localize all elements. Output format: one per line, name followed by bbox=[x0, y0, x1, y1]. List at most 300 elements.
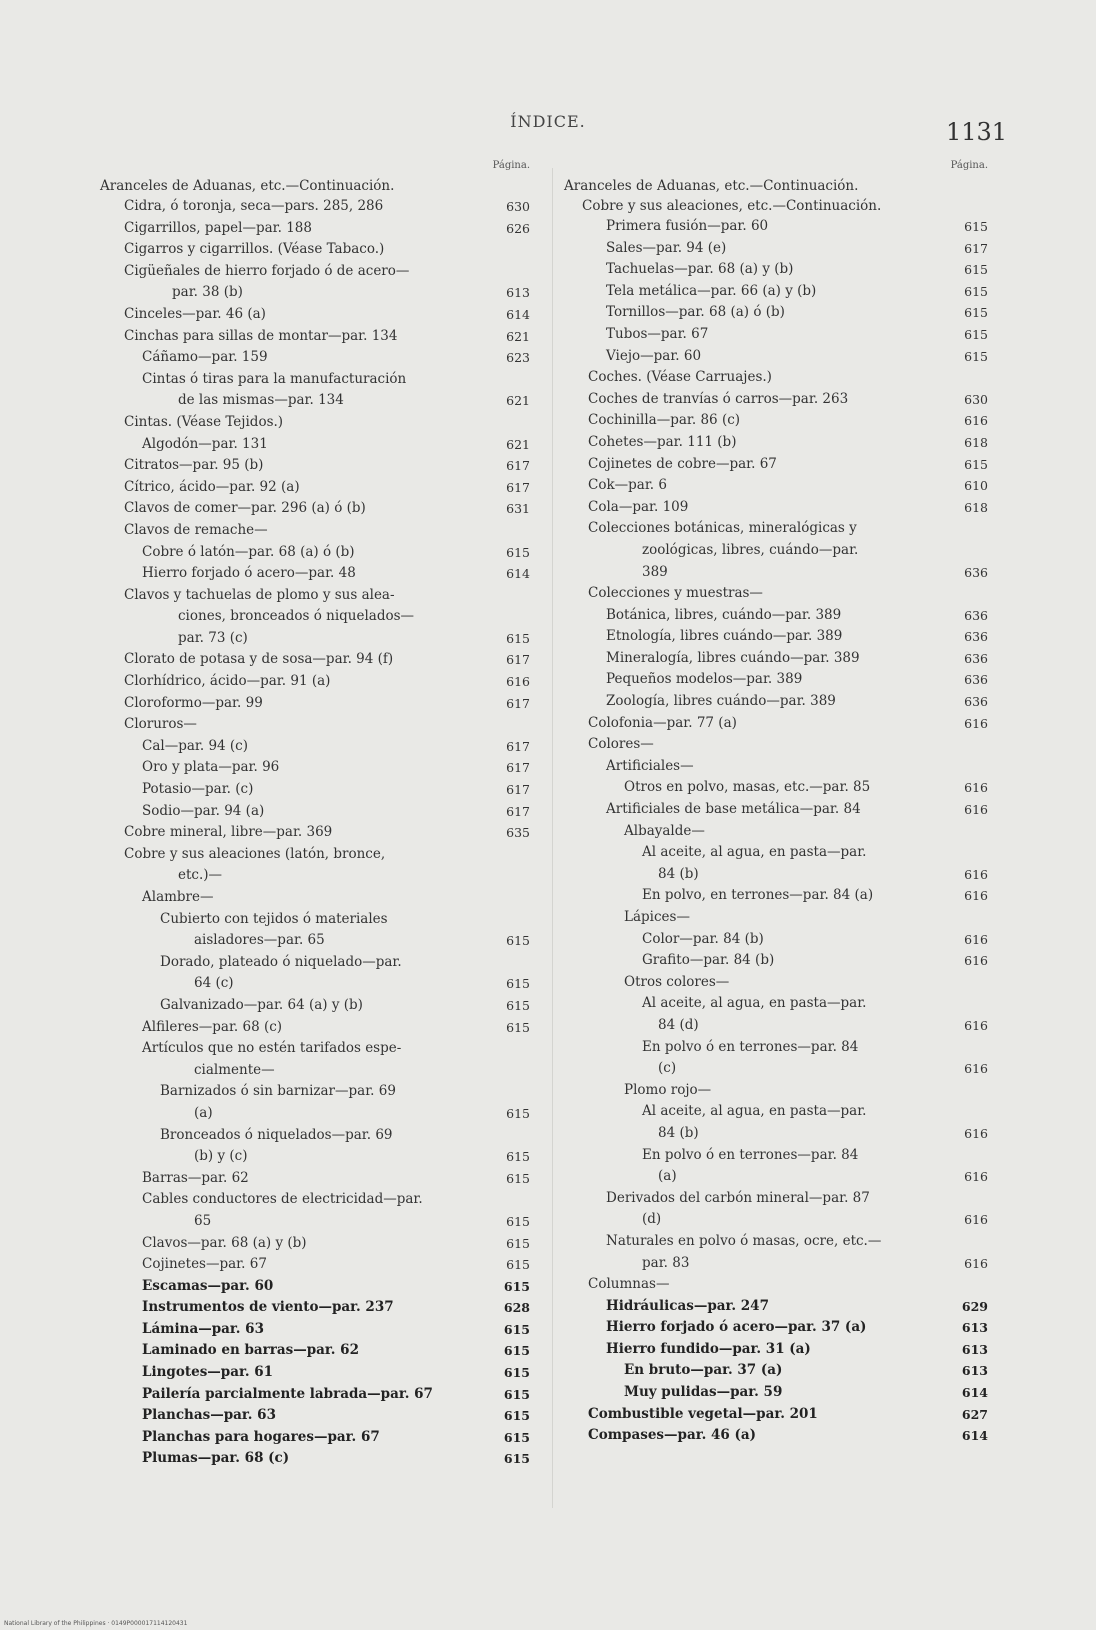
entry-text: Cobre mineral, libre—par. 369 bbox=[124, 824, 333, 841]
entry-text: (b) y (c) bbox=[194, 1148, 248, 1165]
index-entry bbox=[112, 477, 530, 499]
entry-text: Cigarrillos, papel—par. 188 bbox=[124, 219, 312, 236]
entry-text: 389 bbox=[642, 563, 668, 580]
entry-page: 616 bbox=[964, 1255, 988, 1271]
index-entry bbox=[576, 626, 988, 648]
index-entry bbox=[576, 1404, 988, 1426]
index-entry bbox=[576, 1145, 988, 1167]
index-entry bbox=[112, 1168, 530, 1190]
entry-text: Artificiales— bbox=[606, 757, 694, 774]
continuation-heading: Aranceles de Aduanas, etc.—Continuación. bbox=[564, 178, 859, 194]
entry-text: En polvo ó en terrones—par. 84 bbox=[642, 1038, 859, 1055]
entry-text: Planchas para hogares—par. 67 bbox=[142, 1428, 380, 1445]
entry-page: 616 bbox=[964, 715, 988, 731]
entry-text: Cáñamo—par. 159 bbox=[142, 349, 268, 366]
entry-page: 614 bbox=[961, 1385, 988, 1401]
index-entry bbox=[576, 1317, 988, 1339]
index-entry bbox=[576, 691, 988, 713]
index-entry bbox=[576, 864, 988, 886]
index-entry bbox=[576, 1274, 988, 1296]
entry-text: Pailería parcialmente labrada—par. 67 bbox=[142, 1385, 433, 1402]
index-entry bbox=[112, 628, 530, 650]
index-entry bbox=[112, 498, 530, 520]
page-number: 1131 bbox=[946, 118, 1008, 146]
entry-page: 616 bbox=[964, 780, 988, 796]
entry-text: Cidra, ó toronja, seca—pars. 285, 286 bbox=[124, 198, 384, 214]
entry-text: Naturales en polvo ó masas, ocre, etc.— bbox=[606, 1232, 882, 1249]
entry-page: 615 bbox=[503, 1408, 530, 1424]
index-entry bbox=[112, 606, 530, 628]
entry-text: par. 73 (c) bbox=[178, 629, 248, 646]
index-entry bbox=[576, 259, 988, 281]
entry-page: 614 bbox=[961, 1428, 988, 1444]
entry-page: 615 bbox=[503, 1321, 530, 1337]
index-entry bbox=[576, 583, 988, 605]
entry-text: (d) bbox=[642, 1211, 662, 1228]
index-entry bbox=[576, 885, 988, 907]
index-entry bbox=[576, 518, 988, 540]
index-entry bbox=[576, 238, 988, 260]
entry-text: Artificiales de base metálica—par. 84 bbox=[606, 801, 861, 818]
index-entry bbox=[112, 693, 530, 715]
entry-page: 636 bbox=[964, 672, 988, 688]
entry-text: Sales—par. 94 (e) bbox=[606, 239, 727, 256]
entry-text: Cítrico, ácido—par. 92 (a) bbox=[124, 478, 300, 495]
entry-page: 615 bbox=[506, 1257, 530, 1273]
index-entry bbox=[112, 1103, 530, 1125]
entry-page: 615 bbox=[506, 1019, 530, 1035]
index-entry bbox=[112, 542, 530, 564]
index-entry bbox=[112, 455, 530, 477]
entry-text: Botánica, libres, cuándo—par. 389 bbox=[606, 606, 842, 623]
entry-page: 615 bbox=[964, 219, 988, 234]
entry-page: 617 bbox=[506, 760, 530, 776]
page-column-label: Página. bbox=[950, 160, 988, 171]
index-entry bbox=[112, 1384, 530, 1406]
entry-page: 616 bbox=[506, 674, 530, 690]
entry-text: par. 38 (b) bbox=[172, 284, 243, 301]
entry-page: 615 bbox=[506, 544, 530, 560]
entry-page: 614 bbox=[506, 566, 530, 582]
entry-page: 621 bbox=[506, 393, 530, 409]
entry-text: Alfileres—par. 68 (c) bbox=[142, 1018, 283, 1035]
entry-page: 627 bbox=[961, 1406, 988, 1422]
index-entry bbox=[112, 801, 530, 823]
entry-text: Clavos de remache— bbox=[124, 521, 268, 538]
entry-text: Colecciones botánicas, mineralógicas y bbox=[588, 520, 857, 537]
entry-page: 617 bbox=[964, 240, 988, 256]
index-entry bbox=[112, 304, 530, 326]
index-entry bbox=[112, 412, 530, 434]
index-entry bbox=[112, 520, 530, 542]
entry-text: cialmente— bbox=[194, 1061, 275, 1078]
entry-page: 617 bbox=[506, 738, 530, 754]
index-entry bbox=[112, 1319, 530, 1341]
entry-text: 84 (d) bbox=[658, 1016, 699, 1033]
entry-text: Tachuelas—par. 68 (a) y (b) bbox=[606, 261, 794, 278]
entry-text: Columnas— bbox=[588, 1276, 670, 1293]
index-entry bbox=[576, 842, 988, 864]
entry-text: Al aceite, al agua, en pasta—par. bbox=[642, 844, 867, 861]
index-entry bbox=[576, 475, 988, 497]
entry-page: 631 bbox=[506, 501, 530, 517]
index-entry bbox=[576, 821, 988, 843]
index-entry bbox=[576, 1188, 988, 1210]
entry-page: 615 bbox=[506, 1149, 530, 1165]
entry-page: 615 bbox=[506, 933, 530, 949]
index-entry bbox=[112, 952, 530, 974]
entry-text: Derivados del carbón mineral—par. 87 bbox=[606, 1189, 870, 1206]
index-entry bbox=[112, 1427, 530, 1449]
index-entry bbox=[112, 585, 530, 607]
entry-text: En bruto—par. 37 (a) bbox=[624, 1362, 783, 1379]
entry-text: Al aceite, al agua, en pasta—par. bbox=[642, 1103, 867, 1120]
entry-page: 615 bbox=[506, 1105, 530, 1121]
index-entry bbox=[112, 757, 530, 779]
index-entry bbox=[576, 907, 988, 929]
entry-page: 616 bbox=[964, 1169, 988, 1185]
index-entry bbox=[112, 1060, 530, 1082]
index-entry bbox=[576, 929, 988, 951]
index-entry bbox=[112, 649, 530, 671]
entry-page: 610 bbox=[964, 478, 988, 494]
index-entry bbox=[576, 1058, 988, 1080]
entry-page: 615 bbox=[506, 1235, 530, 1251]
index-entry bbox=[576, 993, 988, 1015]
index-entry bbox=[576, 950, 988, 972]
entry-text: Cal—par. 94 (c) bbox=[142, 737, 249, 754]
entry-text: En polvo ó en terrones—par. 84 bbox=[642, 1146, 859, 1163]
entry-page: 621 bbox=[506, 436, 530, 452]
index-entry bbox=[112, 390, 530, 412]
index-entry bbox=[112, 865, 530, 887]
page-title: ÍNDICE. bbox=[510, 112, 586, 131]
index-entry bbox=[112, 326, 530, 348]
index-entry bbox=[576, 1037, 988, 1059]
entry-text: Planchas—par. 63 bbox=[142, 1407, 276, 1424]
entry-page: 615 bbox=[506, 630, 530, 646]
index-entry bbox=[576, 410, 988, 432]
entry-text: 65 bbox=[194, 1212, 212, 1229]
index-entry bbox=[576, 454, 988, 476]
entry-page: 615 bbox=[506, 997, 530, 1013]
entry-page: 629 bbox=[961, 1298, 988, 1314]
entry-page: 636 bbox=[964, 694, 988, 710]
index-entry bbox=[576, 713, 988, 735]
entry-text: Hierro forjado ó acero—par. 48 bbox=[142, 565, 356, 582]
entry-text: Barras—par. 62 bbox=[142, 1169, 249, 1186]
index-entry bbox=[112, 930, 530, 952]
entry-text: Lápices— bbox=[624, 909, 690, 925]
entry-page: 636 bbox=[964, 650, 988, 666]
entry-text: Pequeños modelos—par. 389 bbox=[606, 671, 803, 688]
entry-page: 617 bbox=[506, 782, 530, 798]
entry-page: 617 bbox=[506, 458, 530, 474]
index-column-left bbox=[100, 160, 530, 1470]
entry-text: Coches. (Véase Carruajes.) bbox=[588, 369, 772, 386]
entry-page: 636 bbox=[964, 564, 988, 580]
index-entry bbox=[112, 671, 530, 693]
entry-page: 615 bbox=[964, 305, 988, 321]
index-entry bbox=[112, 1276, 530, 1298]
entry-page: 615 bbox=[964, 262, 988, 278]
index-entry bbox=[576, 605, 988, 627]
entry-text: Citratos—par. 95 (b) bbox=[124, 457, 264, 474]
entry-text: Clorhídrico, ácido—par. 91 (a) bbox=[124, 673, 331, 690]
index-entry bbox=[576, 302, 988, 324]
index-entry bbox=[576, 562, 988, 584]
entry-text: de las mismas—par. 134 bbox=[178, 392, 344, 409]
entry-text: Lingotes—par. 61 bbox=[142, 1364, 274, 1381]
entry-page: 615 bbox=[964, 456, 988, 472]
entry-text: ciones, bronceados ó niquelados— bbox=[178, 608, 415, 625]
entry-page: 636 bbox=[964, 629, 988, 645]
entry-page: 617 bbox=[506, 479, 530, 495]
index-entry bbox=[112, 1362, 530, 1384]
entry-text: Barnizados ó sin barnizar—par. 69 bbox=[160, 1083, 396, 1100]
entry-page: 615 bbox=[503, 1429, 530, 1445]
index-entry bbox=[576, 1231, 988, 1253]
entry-text: Cigüeñales de hierro forjado ó de acero— bbox=[124, 262, 410, 279]
index-entry bbox=[576, 432, 988, 454]
index-column-right bbox=[564, 160, 988, 1447]
entry-page: 614 bbox=[506, 306, 530, 322]
index-entry bbox=[576, 1101, 988, 1123]
entry-text: Cohetes—par. 111 (b) bbox=[588, 433, 737, 450]
entry-page: 613 bbox=[506, 285, 530, 301]
entry-page: 630 bbox=[506, 199, 530, 214]
index-entry bbox=[112, 822, 530, 844]
entry-text: Primera fusión—par. 60 bbox=[606, 218, 769, 234]
entry-page: 616 bbox=[964, 953, 988, 969]
entry-page: 617 bbox=[506, 695, 530, 711]
entry-page: 615 bbox=[503, 1365, 530, 1381]
entry-page: 613 bbox=[961, 1341, 988, 1357]
entry-text: Otros en polvo, masas, etc.—par. 85 bbox=[624, 779, 871, 796]
entry-page: 617 bbox=[506, 652, 530, 668]
entry-page: 621 bbox=[506, 328, 530, 344]
index-entry bbox=[112, 347, 530, 369]
entry-page: 618 bbox=[964, 434, 988, 450]
entry-page: 615 bbox=[964, 326, 988, 342]
index-entry bbox=[112, 736, 530, 758]
index-entry bbox=[112, 1125, 530, 1147]
entry-page: 630 bbox=[964, 391, 988, 407]
entry-text: 84 (b) bbox=[658, 1124, 699, 1141]
entry-text: En polvo, en terrones—par. 84 (a) bbox=[642, 887, 874, 904]
page-column-label: Página. bbox=[492, 160, 530, 171]
entry-text: Hierro forjado ó acero—par. 37 (a) bbox=[606, 1319, 867, 1336]
entry-text: Cochinilla—par. 86 (c) bbox=[588, 412, 741, 429]
index-entry bbox=[112, 563, 530, 585]
entry-page: 615 bbox=[503, 1343, 530, 1359]
entry-list bbox=[576, 216, 988, 1447]
index-entry bbox=[112, 1340, 530, 1362]
entry-text: 84 (b) bbox=[658, 865, 699, 882]
index-entry bbox=[112, 282, 530, 304]
entry-text: Laminado en barras—par. 62 bbox=[142, 1342, 359, 1359]
entry-text: etc.)— bbox=[178, 867, 223, 884]
entry-page: 618 bbox=[964, 499, 988, 515]
entry-text: Cojinetes—par. 67 bbox=[142, 1256, 267, 1273]
entry-text: Clorato de potasa y de sosa—par. 94 (f) bbox=[124, 651, 394, 668]
entry-page: 616 bbox=[964, 802, 988, 818]
entry-text: Sodio—par. 94 (a) bbox=[142, 802, 265, 819]
entry-text: Cigarros y cigarrillos. (Véase Tabaco.) bbox=[124, 241, 385, 258]
entry-text: Tela metálica—par. 66 (a) y (b) bbox=[606, 282, 817, 299]
index-entry bbox=[112, 1405, 530, 1427]
index-entry bbox=[112, 1038, 530, 1060]
entry-page: 626 bbox=[506, 220, 530, 236]
index-entry bbox=[112, 1448, 530, 1470]
entry-page: 616 bbox=[964, 888, 988, 904]
index-entry bbox=[112, 1233, 530, 1255]
entry-text: 64 (c) bbox=[194, 975, 234, 992]
entry-page: 615 bbox=[964, 283, 988, 299]
index-entry bbox=[576, 1123, 988, 1145]
entry-text: Viejo—par. 60 bbox=[606, 347, 702, 364]
scan-footer: National Library of the Philippines · 0149P000017114120431 bbox=[4, 1620, 188, 1627]
index-entry bbox=[112, 1189, 530, 1211]
entry-text: Lámina—par. 63 bbox=[142, 1320, 264, 1337]
entry-page: 615 bbox=[503, 1278, 530, 1294]
entry-page: 628 bbox=[503, 1300, 530, 1316]
entry-text: Muy pulidas—par. 59 bbox=[624, 1384, 783, 1401]
entry-text: Clavos—par. 68 (a) y (b) bbox=[142, 1234, 307, 1251]
entry-page: 615 bbox=[964, 348, 988, 364]
entry-text: aisladores—par. 65 bbox=[194, 932, 325, 949]
entry-page: 616 bbox=[964, 413, 988, 429]
entry-page: 617 bbox=[506, 803, 530, 819]
entry-text: Cintas ó tiras para la manufacturación bbox=[142, 370, 407, 387]
index-entry bbox=[576, 216, 988, 238]
index-entry bbox=[112, 779, 530, 801]
index-entry bbox=[576, 799, 988, 821]
index-entry bbox=[112, 261, 530, 283]
entry-page: 623 bbox=[506, 350, 530, 366]
entry-text: Cinchas para sillas de montar—par. 134 bbox=[124, 327, 398, 344]
entry-text: Cojinetes de cobre—par. 67 bbox=[588, 455, 777, 472]
index-entry bbox=[112, 1297, 530, 1319]
entry-list bbox=[112, 196, 530, 1470]
entry-text: Colofonia—par. 77 (a) bbox=[588, 714, 737, 731]
entry-text: Algodón—par. 131 bbox=[142, 435, 268, 452]
entry-page: 616 bbox=[964, 1017, 988, 1033]
index-entry bbox=[112, 973, 530, 995]
entry-page: 616 bbox=[964, 1125, 988, 1141]
entry-text: Etnología, libres cuándo—par. 389 bbox=[606, 628, 843, 645]
entry-page: 615 bbox=[503, 1386, 530, 1402]
entry-text: Compases—par. 46 (a) bbox=[588, 1427, 756, 1444]
entry-page: 635 bbox=[506, 825, 530, 841]
entry-text: Clavos de comer—par. 296 (a) ó (b) bbox=[124, 500, 366, 517]
entry-page: 615 bbox=[506, 976, 530, 992]
index-entry bbox=[112, 369, 530, 391]
entry-text: Cok—par. 6 bbox=[588, 477, 667, 494]
entry-text: Clavos y tachuelas de plomo y sus alea- bbox=[124, 586, 395, 603]
index-entry bbox=[576, 1360, 988, 1382]
entry-text: Hidráulicas—par. 247 bbox=[606, 1297, 769, 1314]
entry-page: 636 bbox=[964, 607, 988, 623]
index-entry bbox=[576, 756, 988, 778]
entry-text: Zoología, libres cuándo—par. 389 bbox=[606, 693, 836, 710]
index-entry bbox=[576, 540, 988, 562]
entry-text: Otros colores— bbox=[624, 973, 730, 990]
index-entry bbox=[112, 714, 530, 736]
index-entry bbox=[112, 1081, 530, 1103]
index-entry bbox=[576, 1209, 988, 1231]
entry-text: Escamas—par. 60 bbox=[142, 1277, 274, 1294]
index-entry bbox=[112, 844, 530, 866]
index-entry bbox=[112, 1017, 530, 1039]
index-entry bbox=[576, 1382, 988, 1404]
entry-text: Oro y plata—par. 96 bbox=[142, 759, 280, 776]
entry-text: Cloruros— bbox=[124, 716, 197, 733]
column-divider bbox=[552, 168, 553, 1508]
continuation-heading: Aranceles de Aduanas, etc.—Continuación. bbox=[100, 178, 395, 194]
entry-text: Albayalde— bbox=[624, 822, 705, 839]
entry-text: Cobre y sus aleaciones (latón, bronce, bbox=[124, 845, 386, 862]
entry-page: 615 bbox=[506, 1170, 530, 1186]
entry-text: Alambre— bbox=[142, 889, 214, 905]
index-entry bbox=[576, 1015, 988, 1037]
entry-page: 615 bbox=[503, 1451, 530, 1467]
entry-page: 616 bbox=[964, 866, 988, 882]
index-entry bbox=[112, 196, 530, 218]
entry-page: 615 bbox=[506, 1213, 530, 1229]
index-entry bbox=[112, 434, 530, 456]
entry-text: zoológicas, libres, cuándo—par. bbox=[642, 541, 859, 558]
index-entry bbox=[112, 1146, 530, 1168]
entry-page: 616 bbox=[964, 1061, 988, 1077]
index-entry bbox=[576, 389, 988, 411]
index-entry bbox=[112, 887, 530, 909]
index-entry bbox=[576, 281, 988, 303]
entry-page: 616 bbox=[964, 1212, 988, 1228]
entry-text: Cinceles—par. 46 (a) bbox=[124, 305, 266, 322]
entry-text: Colecciones y muestras— bbox=[588, 585, 763, 602]
entry-page: 613 bbox=[961, 1320, 988, 1336]
entry-text: Potasio—par. (c) bbox=[142, 781, 254, 798]
entry-text: par. 83 bbox=[642, 1254, 690, 1271]
index-entry bbox=[576, 1296, 988, 1318]
entry-text: (a) bbox=[658, 1168, 677, 1185]
entry-text: Plomo rojo— bbox=[624, 1081, 712, 1098]
entry-text: (c) bbox=[658, 1060, 677, 1077]
index-entry bbox=[576, 669, 988, 691]
index-entry bbox=[576, 497, 988, 519]
index-entry bbox=[576, 1166, 988, 1188]
index-entry bbox=[576, 367, 988, 389]
entry-text: Combustible vegetal—par. 201 bbox=[588, 1405, 818, 1422]
entry-text: Color—par. 84 (b) bbox=[642, 930, 764, 947]
entry-text: Plumas—par. 68 (c) bbox=[142, 1450, 290, 1467]
entry-text: Colores— bbox=[588, 736, 654, 753]
entry-text: Al aceite, al agua, en pasta—par. bbox=[642, 995, 867, 1012]
entry-text: Cobre ó latón—par. 68 (a) ó (b) bbox=[142, 543, 355, 560]
index-entry bbox=[112, 995, 530, 1017]
index-entry bbox=[112, 1254, 530, 1276]
index-entry bbox=[576, 346, 988, 368]
entry-text: Cloroformo—par. 99 bbox=[124, 694, 263, 711]
index-entry bbox=[576, 777, 988, 799]
index-entry bbox=[112, 1211, 530, 1233]
index-entry bbox=[576, 324, 988, 346]
entry-text: Mineralogía, libres cuándo—par. 389 bbox=[606, 649, 860, 666]
index-entry bbox=[112, 239, 530, 261]
entry-page: 616 bbox=[964, 931, 988, 947]
entry-text: Galvanizado—par. 64 (a) y (b) bbox=[160, 996, 363, 1013]
